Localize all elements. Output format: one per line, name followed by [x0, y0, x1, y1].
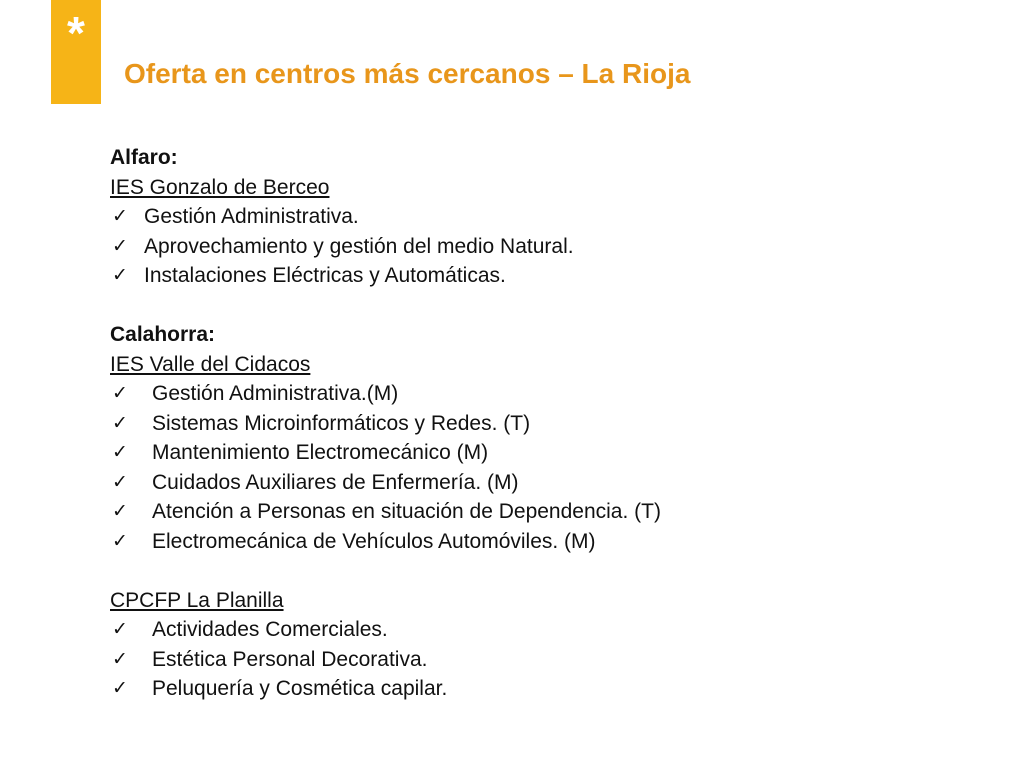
list-item-label: Gestión Administrativa.: [144, 205, 359, 228]
list-item-label: Gestión Administrativa.(M): [152, 382, 399, 405]
list-item-label: Cuidados Auxiliares de Enfermería. (M): [152, 470, 519, 494]
center-name-cpcfp-la-planilla: CPCFP La Planilla: [110, 588, 284, 612]
list-item: [110, 261, 970, 291]
slide-content: [110, 143, 970, 704]
center-name-ies-valle-del-cidacos: IES Valle del Cidacos: [110, 352, 311, 376]
list-item: [110, 645, 970, 675]
checkmark-icon: ✓: [112, 648, 128, 670]
list-item: [110, 232, 970, 262]
list-item: [110, 615, 970, 645]
checkmark-icon: ✓: [112, 383, 128, 404]
list-item: [110, 674, 970, 704]
checkmark-icon: ✓: [112, 265, 128, 286]
list-item-label: Atención a Personas en situación de Dependencia. (T): [152, 500, 661, 523]
section-spacer: [110, 291, 970, 321]
list-item-label: Electromecánica de Vehículos Automóviles. (M): [152, 529, 596, 553]
list-item-label: Actividades Comerciales.: [152, 618, 388, 641]
list-item: [110, 409, 970, 439]
list-item-label: Mantenimiento Electromecánico (M): [152, 441, 489, 464]
section-heading-alfaro: Alfaro:: [110, 146, 178, 169]
checkmark-icon: ✓: [112, 206, 128, 227]
list-item-label: Peluquería y Cosmética capilar.: [152, 677, 448, 700]
checkmark-icon: ✓: [112, 530, 128, 552]
section-spacer: [110, 556, 970, 586]
center-name-ies-gonzalo-de-berceo: IES Gonzalo de Berceo: [110, 175, 330, 199]
list-item: [110, 497, 970, 527]
accent-block: [51, 0, 101, 104]
list-item: [110, 468, 970, 498]
list-item-label: Instalaciones Eléctricas y Automáticas.: [144, 264, 506, 287]
list-item: [110, 438, 970, 468]
checkmark-icon: ✓: [112, 235, 128, 257]
slide-title: Oferta en centros más cercanos – La Rioja: [124, 58, 691, 89]
checkmark-icon: ✓: [112, 412, 128, 434]
checkmark-icon: ✓: [112, 678, 128, 699]
list-item: [110, 527, 970, 557]
list-item: [110, 379, 970, 409]
checkmark-icon: ✓: [112, 501, 128, 522]
list-item-label: Estética Personal Decorativa.: [152, 647, 428, 671]
checkmark-icon: ✓: [112, 442, 128, 463]
checkmark-icon: ✓: [112, 471, 128, 493]
list-item-label: Sistemas Microinformáticos y Redes. (T): [152, 411, 531, 435]
checkmark-icon: ✓: [112, 619, 128, 640]
list-item: [110, 202, 970, 232]
section-heading-calahorra: Calahorra:: [110, 323, 216, 346]
asterisk-icon: *: [67, 7, 85, 59]
list-item-label: Aprovechamiento y gestión del medio Natural.: [144, 234, 574, 258]
